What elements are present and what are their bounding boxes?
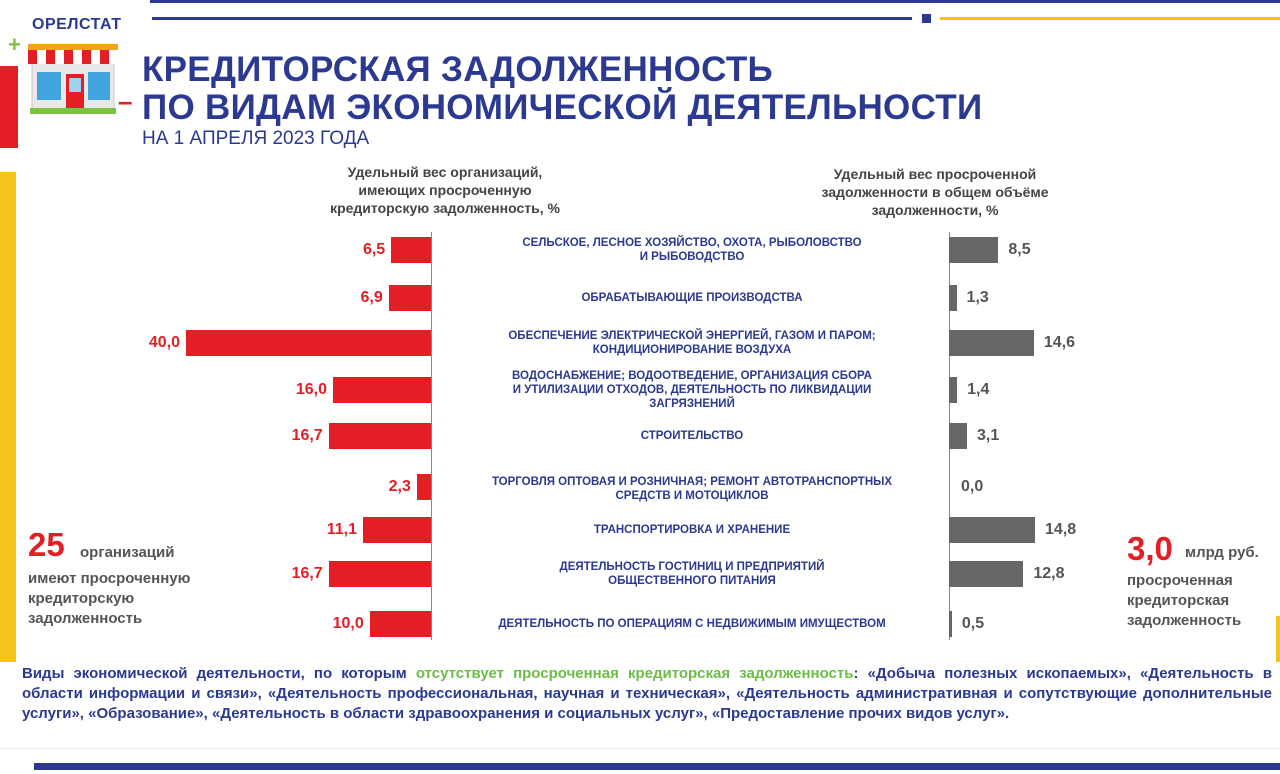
category-label: [462, 291, 922, 305]
right-series-title-line: задолженности в общем объёме: [821, 184, 1049, 200]
category-label: [462, 236, 922, 264]
left-bar-label: 16,7: [291, 565, 323, 582]
left-series-title: [290, 163, 600, 217]
left-bar-label: 16,0: [295, 381, 327, 398]
left-series-title-line: кредиторскую задолженность, %: [330, 200, 560, 216]
header-rule-accent: [940, 17, 1280, 20]
left-bar: [333, 377, 431, 403]
category-label: [462, 560, 922, 588]
orgs-count: 25: [28, 526, 65, 563]
left-bar: [329, 561, 431, 587]
footer-text: : «Добыча полезных ископаемых», «Деятельность в области информации и связи», «Деятельность профессиональная, научная и техническая», «Деятельность административная и сопутствующие дополнительные услуги», «Образование», «Деятельность в области здравоохранения и социальных услуг», «Предоставление прочих видов услуг».: [22, 665, 1272, 722]
debt-value: 3,0: [1127, 530, 1173, 567]
category-label-line: ТОРГОВЛЯ ОПТОВАЯ И РОЗНИЧНАЯ; РЕМОНТ АВТОТРАНСПОРТНЫХ: [491, 476, 893, 488]
minus-icon: –: [118, 86, 133, 116]
right-bar-label: 14,8: [1045, 521, 1077, 538]
right-bar: [949, 611, 952, 637]
left-bar: [389, 285, 431, 311]
left-chart-axis: [431, 232, 432, 640]
category-label: [462, 329, 922, 357]
orgs-unit: организаций: [80, 544, 175, 561]
category-label: [462, 523, 922, 537]
left-bar: [186, 330, 431, 356]
page-subtitle: НА 1 АПРЕЛЯ 2023 ГОДА: [142, 128, 370, 149]
category-label-line: ДЕЯТЕЛЬНОСТЬ ПО ОПЕРАЦИЯМ С НЕДВИЖИМЫМ ИМУЩЕСТВОМ: [498, 618, 886, 630]
shop-icon: [28, 44, 118, 114]
brand-name: ОРЕЛСТАТ: [32, 16, 122, 33]
category-label: [462, 475, 922, 503]
right-bar-label: 3,1: [977, 427, 1000, 444]
category-label: [462, 429, 922, 443]
right-bar: [949, 237, 998, 263]
bottom-divider: [0, 748, 1280, 749]
category-label-line: ОБЕСПЕЧЕНИЕ ЭЛЕКТРИЧЕСКОЙ ЭНЕРГИЕЙ, ГАЗОМ И ПАРОМ;: [508, 330, 876, 342]
category-label-line: КОНДИЦИОНИРОВАНИЕ ВОЗДУХА: [592, 344, 792, 356]
orgs-desc-line: кредиторскую: [28, 590, 135, 607]
right-bar: [949, 330, 1034, 356]
debt-desc-line: кредиторская: [1127, 592, 1230, 609]
right-bar: [949, 285, 957, 311]
footer-note: [22, 664, 1272, 724]
category-label-line: СРЕДСТВ И МОТОЦИКЛОВ: [615, 490, 769, 502]
right-series-title-line: Удельный вес просроченной: [833, 166, 1037, 182]
left-bar: [329, 423, 431, 449]
category-label: [462, 617, 922, 631]
debt-unit: млрд руб.: [1185, 544, 1259, 561]
left-bar-label: 40,0: [148, 334, 180, 351]
category-label: [462, 369, 922, 411]
category-label-line: И УТИЛИЗАЦИИ ОТХОДОВ, ДЕЯТЕЛЬНОСТЬ ПО ЛИКВИДАЦИИ: [512, 384, 872, 396]
category-label-line: ОБЩЕСТВЕННОГО ПИТАНИЯ: [608, 575, 776, 587]
header-square: [922, 14, 931, 23]
right-bar-label: 14,6: [1043, 334, 1075, 351]
left-series-title-line: Удельный вес организаций,: [347, 164, 543, 180]
left-bar: [363, 517, 431, 543]
category-label-line: ЗАГРЯЗНЕНИЙ: [649, 398, 735, 410]
right-series-title: [780, 165, 1090, 219]
page-title-line2: ПО ВИДАМ ЭКОНОМИЧЕСКОЙ ДЕЯТЕЛЬНОСТИ: [142, 88, 983, 127]
orgs-desc-line: задолженность: [28, 610, 143, 627]
header-rule: [152, 17, 912, 20]
left-bar-label: 11,1: [326, 521, 357, 538]
left-series-title-line: имеющих просроченную: [358, 182, 532, 198]
category-label-line: ДЕЯТЕЛЬНОСТЬ ГОСТИНИЦ И ПРЕДПРИЯТИЙ: [559, 561, 825, 573]
left-bar-label: 6,5: [362, 241, 386, 258]
bottom-rule: [34, 763, 1280, 770]
category-label-line: СЕЛЬСКОЕ, ЛЕСНОЕ ХОЗЯЙСТВО, ОХОТА, РЫБОЛОВСТВО: [522, 237, 862, 249]
right-bar-label: 12,8: [1033, 565, 1065, 582]
category-label-line: СТРОИТЕЛЬСТВО: [640, 430, 744, 442]
right-bar-label: 1,3: [966, 289, 989, 306]
left-bar-label: 6,9: [360, 289, 383, 306]
left-bar: [391, 237, 431, 263]
right-bar-label: 8,5: [1008, 241, 1031, 258]
left-bar-label: 16,7: [291, 427, 323, 444]
left-side-bar: [0, 172, 16, 662]
right-bar: [949, 423, 967, 449]
left-bar-label: 2,3: [388, 478, 411, 495]
right-series-title-line: задолженности, %: [871, 202, 999, 218]
page-title-line1: КРЕДИТОРСКАЯ ЗАДОЛЖЕННОСТЬ: [142, 50, 773, 89]
left-bar: [370, 611, 431, 637]
debt-desc-line: просроченная: [1127, 572, 1233, 589]
orgs-desc-line: имеют просроченную: [28, 570, 191, 587]
category-label-line: ОБРАБАТЫВАЮЩИЕ ПРОИЗВОДСТВА: [581, 292, 803, 304]
footer-highlight: отсутствует просроченная кредиторская задолженность: [415, 665, 854, 682]
top-rule: [150, 0, 1280, 3]
right-bar: [949, 561, 1023, 587]
right-bar: [949, 377, 957, 403]
category-label-line: И РЫБОВОДСТВО: [639, 251, 745, 263]
category-label-line: ТРАНСПОРТИРОВКА И ХРАНЕНИЕ: [593, 524, 791, 536]
plus-icon: +: [8, 32, 21, 57]
footer-text: Виды экономической деятельности, по которым: [22, 665, 416, 682]
right-bar-label: 0,0: [961, 478, 984, 495]
right-bar-label: 0,5: [961, 615, 985, 632]
left-bar-label: 10,0: [332, 615, 364, 632]
left-bar: [417, 474, 431, 500]
category-label-line: ВОДОСНАБЖЕНИЕ; ВОДООТВЕДЕНИЕ, ОРГАНИЗАЦИЯ СБОРА: [512, 370, 872, 382]
left-accent-bar: [0, 66, 18, 148]
right-side-bar: [1276, 616, 1280, 662]
debt-desc-line: задолженность: [1127, 612, 1242, 629]
right-bar-label: 1,4: [967, 381, 990, 398]
right-bar: [949, 517, 1035, 543]
